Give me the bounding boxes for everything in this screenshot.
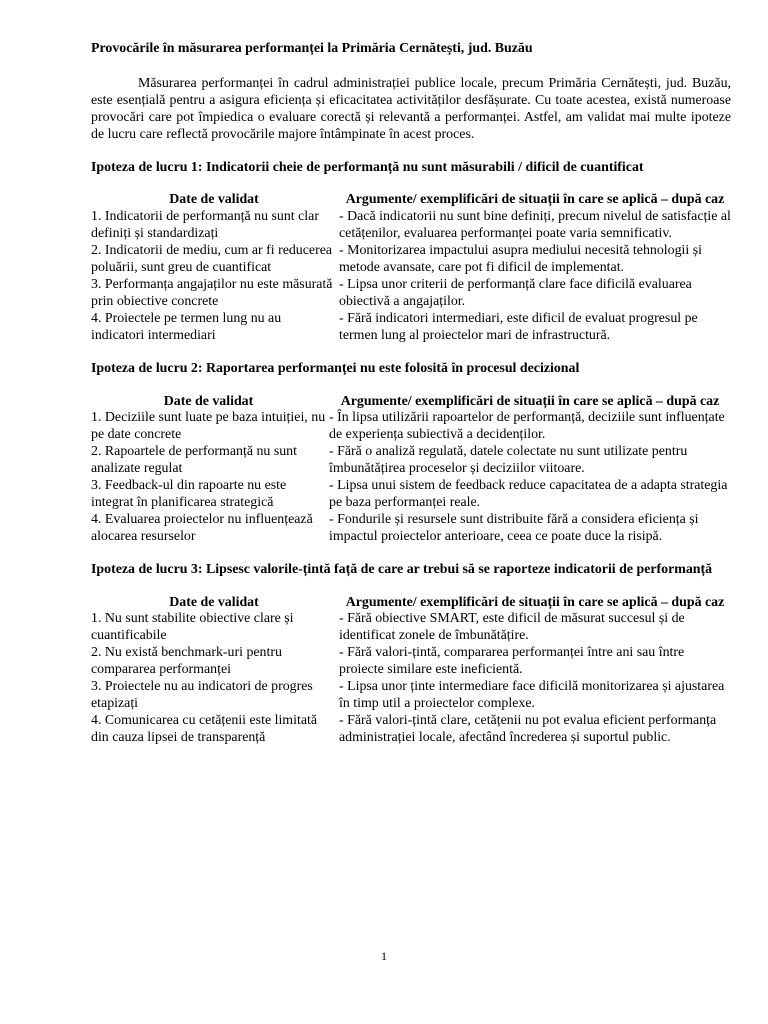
col-date-header: Date de validat — [169, 192, 259, 208]
document-title: Provocările în măsurarea performanței la Primăria Cernătești, jud. Buzău — [91, 41, 533, 56]
data-cell: 4. Proiectele pe termen lung nu au indicatori intermediari — [91, 310, 282, 343]
table-row — [91, 243, 731, 277]
table-row — [91, 209, 731, 243]
argument-cell: - Fără o analiză regulată, datele colectate nu sunt utilizate pentru îmbunătățirea proceselor și deciziilor viitoare. — [329, 444, 688, 477]
hypothesis-2-table — [91, 394, 731, 546]
data-cell: 1. Deciziile sunt luate pe baza intuiției, nu pe date concrete — [91, 410, 326, 443]
argument-cell: - Fără valori-țintă, compararea performanței între ani sau între proiecte similare este ineficientă. — [339, 645, 685, 678]
argument-cell: - Lipsa unor criterii de performanță clare face dificilă evaluarea obiectivă a angajaților. — [339, 276, 692, 309]
data-cell: 1. Indicatorii de performanță nu sunt clar definiți și standardizați — [91, 209, 319, 242]
hypothesis-1-title: Ipoteza de lucru 1: Indicatorii cheie de performanță nu sunt măsurabili / dificil de cuantificat — [91, 159, 644, 175]
table-row — [91, 645, 731, 679]
col-argumente-header: Argumente/ exemplificări de situații în care se aplică – după caz — [345, 192, 725, 208]
argument-cell: - Lipsa unui sistem de feedback reduce capacitatea de a adapta strategia pe baza performanței reale. — [329, 478, 728, 510]
data-cell: 4. Comunicarea cu cetățenii este limitată din cauza lipsei de transparență — [91, 712, 318, 745]
document-page — [91, 41, 731, 763]
data-cell: 1. Nu sunt stabilite obiective clare și cuantificabile — [91, 611, 294, 644]
argument-cell: - În lipsa utilizării rapoartelor de performanță, deciziile sunt influențate de experiența subiectivă a decidenților. — [329, 410, 725, 443]
data-cell: 3. Proiectele nu au indicatori de progres etapizați — [91, 679, 313, 711]
table-row — [91, 444, 731, 478]
table-header-row — [91, 595, 731, 612]
table-row — [91, 311, 731, 345]
argument-cell: - Fără indicatori intermediari, este dificil de evaluat progresul pe termen lung al proiectelor mari de infrastructură. — [339, 310, 698, 343]
page-number: 1 — [381, 949, 387, 963]
col-argumente-header: Argumente/ exemplificări de situații în care se aplică – după caz — [340, 393, 720, 409]
hypothesis-3-table — [91, 595, 731, 747]
table-row — [91, 277, 731, 311]
table-row — [91, 512, 731, 546]
data-cell: 2. Indicatorii de mediu, cum ar fi reducerea poluării, sunt greu de cuantificat — [91, 243, 333, 276]
argument-cell: - Fără valori-țintă clare, cetățenii nu pot evalua eficient performanța administrației locale, afectând încrederea și suportul public. — [339, 712, 717, 745]
table-row — [91, 410, 731, 444]
col-date-header: Date de validat — [163, 393, 254, 409]
col-argumente-header: Argumente/ exemplificări de situații în care se aplică – după caz — [345, 594, 725, 610]
argument-cell: - Lipsa unor ținte intermediare face dificilă monitorizarea și ajustarea în timp util a proiectelor complexe. — [339, 679, 725, 711]
table-row — [91, 611, 731, 645]
data-cell: 2. Nu există benchmark-uri pentru compararea performanței — [91, 645, 282, 678]
intro-paragraph: Măsurarea performanței în cadrul administrației publice locale, precum Primăria Cernătești, jud. Buzău, este esențială pentru a asigura eficiența și eficacitatea activităților desfășurate. Cu toate acestea, există numeroase provocări care pot împiedica o evaluare corectă și relevantă a performanței. Astfel, am validat mai multe ipoteze de lucru care reflectă provocările majore întâmpinate în acest proces. — [91, 75, 731, 142]
table-header-row — [91, 394, 731, 411]
data-cell: 3. Performanța angajaților nu este măsurată prin obiective concrete — [91, 276, 333, 309]
table-row — [91, 713, 731, 747]
hypothesis-2-title: Ipoteza de lucru 2: Raportarea performanței nu este folosită în procesul decizional — [91, 360, 580, 376]
hypothesis-1-table — [91, 192, 731, 344]
argument-cell: - Fondurile și resursele sunt distribuite fără a considera eficiența și impactul proiectelor anterioare, ceea ce poate duce la risipă. — [329, 511, 699, 544]
col-date-header: Date de validat — [169, 594, 259, 610]
argument-cell: - Monitorizarea impactului asupra mediului necesită tehnologii și metode avansate, care pot fi dificil de implementat. — [339, 243, 702, 276]
data-cell: 2. Rapoartele de performanță nu sunt analizate regulat — [91, 444, 297, 477]
table-row — [91, 478, 731, 512]
argument-cell: - Fără obiective SMART, este dificil de măsurat succesul și de identificat zonele de îmbunătățire. — [339, 611, 685, 644]
data-cell: 3. Feedback-ul din rapoarte nu este integrat în planificarea strategică — [91, 478, 287, 510]
table-header-row — [91, 192, 731, 209]
data-cell: 4. Evaluarea proiectelor nu influențează alocarea resurselor — [91, 511, 313, 544]
hypothesis-3-title: Ipoteza de lucru 3: Lipsesc valorile-țintă față de care ar trebui să se raporteze indicatorii de performanță — [91, 561, 713, 577]
table-row — [91, 679, 731, 713]
argument-cell: - Dacă indicatorii nu sunt bine definiți, precum nivelul de satisfacție al cetățenilor, evaluarea performanței poate varia semnificativ. — [339, 209, 731, 242]
